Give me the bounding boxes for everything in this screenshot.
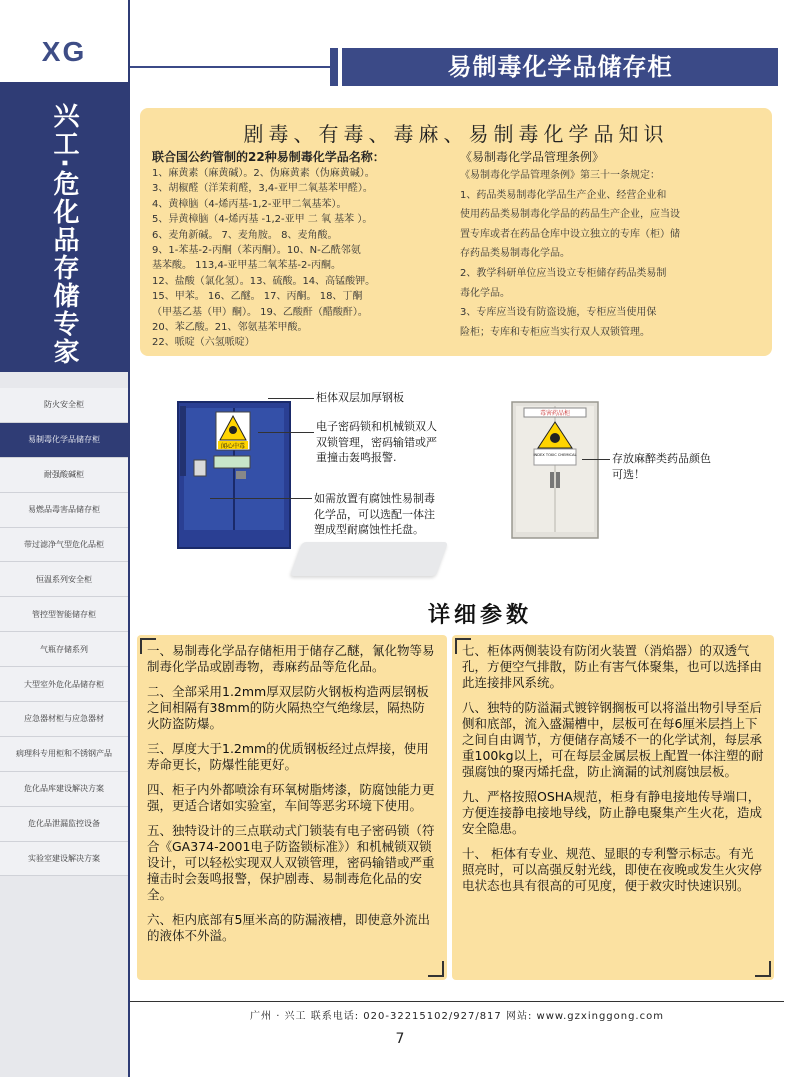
regulation-line: 2、教学科研单位应当设立专柜储存药品类易制 <box>460 267 667 279</box>
chemical-line: 12、盐酸（氯化氢）。13、硫酸。14、高锰酸钾。 <box>152 275 376 287</box>
title-bar-cap <box>330 48 338 86</box>
callout-steel-plate: 柜体双层加厚钢板 <box>316 391 404 404</box>
corrosion-tray-image <box>290 542 448 576</box>
corner-mark <box>428 961 444 977</box>
regulation-line: 毒化学品。 <box>460 287 510 299</box>
regulation-line: 险柜；专库和专柜应当实行双人双锁管理。 <box>460 326 650 338</box>
detail-paragraph: 四、柜子内外都喷涂有环氧树脂烤漆，防腐蚀能力更强，更适合诸如实验室，车间等恶劣环境下使用。 <box>147 782 435 813</box>
regulation-line: 置专库或者在药品仓库中设立独立的专库（柜）储 <box>460 228 680 240</box>
chemical-line: 22、哌啶（六氢哌啶） <box>152 337 255 349</box>
sidebar-item[interactable]: 气瓶存储系列 <box>0 632 128 667</box>
sidebar-item[interactable]: 应急器材柜与应急器材 <box>0 702 128 737</box>
chemical-line: 5、异黄樟脑（4-烯丙基 -1,2-亚甲 二 氧 基苯 ）。 <box>152 214 373 226</box>
sidebar-item[interactable]: 危化品库建设解决方案 <box>0 772 128 807</box>
regulation-line: 3、专库应当设有防盗设施，专柜应当使用保 <box>460 307 657 319</box>
svg-text:毒害药品柜: 毒害药品柜 <box>539 410 571 417</box>
footer-contact: 广州 · 兴工 联系电话: 020-32215102/927/817 网站: www.gzxinggong.com <box>250 1011 664 1022</box>
detail-paragraph: 九、严格按照OSHA规范，柜身有静电接地传导端口，方便连接静电接地导线，防止静电聚集产生火花，造成安全隐患。 <box>462 789 763 836</box>
chemical-line: 1、麻黄素（麻黄碱）。2、伪麻黄素（伪麻黄碱）。 <box>152 168 375 179</box>
detail-paragraph: 七、柜体两侧装设有防闭火装置（消焰器）的双透气孔，方便空气排散，防止有害气体聚集，也可以选择由此连接排风系统。 <box>462 643 763 690</box>
sidebar-item[interactable]: 防火安全柜 <box>0 388 128 423</box>
sidebar-item[interactable]: 实验室建设解决方案 <box>0 842 128 877</box>
controlled-chemicals-lines <box>152 166 452 351</box>
chemical-line: 基苯酸。 113,4-亚甲基二氧苯基-2-丙酮。 <box>152 260 341 272</box>
sidebar-item[interactable]: 管控型智能储存柜 <box>0 597 128 632</box>
detail-right-body <box>462 643 764 894</box>
sidebar-item[interactable]: 危化品泄漏监控设备 <box>0 807 128 842</box>
chemical-line: （甲基乙基（甲）酮）。 19、乙酸酐（醋酸酐）。 <box>152 306 368 318</box>
regulation-line: 存药品类易制毒化学品。 <box>460 248 570 260</box>
brand-logo: XG <box>41 36 87 67</box>
brand-tagline: 兴工·危化品存储专家 <box>49 102 79 366</box>
knowledge-title: 剧毒、有毒、毒麻、易制毒化学品知识 <box>243 122 669 146</box>
callout-leader-1 <box>268 398 314 399</box>
detail-column-left <box>137 635 447 980</box>
callout-color-option: 存放麻醉类药品颜色可选！ <box>612 452 711 481</box>
chemical-line: 4、黄樟脑（4-烯丙基-1,2-亚甲二氧基苯）。 <box>152 198 347 210</box>
corner-mark <box>455 638 471 654</box>
callout-leader-2 <box>258 432 314 433</box>
regulation-lines <box>460 166 762 342</box>
sidebar-nav <box>0 388 128 876</box>
chemical-line: 6、麦角新碱。 7、麦角胺。 8、麦角酸。 <box>152 229 338 241</box>
sidebar <box>0 0 128 1077</box>
page-title: 易制毒化学品储存柜 <box>447 53 673 81</box>
controlled-chemicals-heading: 联合国公约管制的22种易制毒化学品名称： <box>152 150 385 164</box>
sidebar-item[interactable]: 耐强酸碱柜 <box>0 458 128 493</box>
blue-cabinet-image <box>174 400 294 550</box>
callout-leader-4 <box>582 459 610 460</box>
corner-mark <box>755 961 771 977</box>
svg-text:闻心中毒: 闻心中毒 <box>220 443 246 450</box>
sidebar-item[interactable]: 大型室外危化品储存柜 <box>0 667 128 702</box>
chemical-line: 15、甲苯。 16、乙醚。 17、丙酮。 18、丁酮 <box>152 291 363 303</box>
white-cabinet-image <box>510 400 600 540</box>
detail-left-body <box>147 643 437 944</box>
regulation-text <box>460 148 762 342</box>
sidebar-item[interactable]: 病理科专用柜和不锈钢产品 <box>0 737 128 772</box>
sidebar-item[interactable]: 易制毒化学品储存柜 <box>0 423 128 458</box>
footer-rule <box>130 1001 784 1002</box>
page-number: 7 <box>395 1031 405 1047</box>
detail-paragraph: 三、厚度大于1.2mm的优质钢板经过点焊接，使用寿命更长，防爆性能更好。 <box>147 741 429 772</box>
title-rule <box>130 66 330 68</box>
sidebar-item[interactable]: 带过滤净气型危化品柜 <box>0 528 128 563</box>
detail-title: 详细参数 <box>427 603 532 628</box>
callout-leader-3 <box>210 498 312 499</box>
knowledge-panel <box>140 108 772 356</box>
logo-area <box>0 0 128 82</box>
sidebar-item[interactable]: 易燃品毒害品储存柜 <box>0 493 128 528</box>
chemical-line: 9、1-苯基-2-丙酮（苯丙酮）。10、N-乙酰邻氨 <box>152 245 361 257</box>
regulation-line: 《易制毒化学品管理条例》第三十一条规定： <box>460 170 660 181</box>
regulation-line: 使用药品类易制毒化学品的药品生产企业，应当设 <box>460 209 680 221</box>
detail-paragraph: 六、柜内底部有5厘米高的防漏液槽，即使意外流出的液体不外溢。 <box>147 912 430 943</box>
regulation-heading: 《易制毒化学品管理条例》 <box>460 150 605 164</box>
controlled-chemicals-list <box>152 148 452 351</box>
detail-paragraph: 十、 柜体有专业、规范、显眼的专利警示标志。有光照亮时，可以高强反射光线，即使在夜晚或发生火灾停电状态也具有很高的可见度，便于救灾时快速识别。 <box>462 846 763 893</box>
detail-paragraph: 八、独特的防溢漏式镀锌钢搁板可以将溢出物引导至后侧和底部，流入盛漏槽中，层板可在每6厘米层挡上下之间自由调节，方便储存高矮不一的化学试剂，每层承重100kg以上，可在每层金属层板上配置一体注塑的耐强腐蚀的聚丙烯托盘，防止滴漏的试剂腐蚀层板。 <box>462 700 764 779</box>
detail-column-right <box>452 635 774 980</box>
chemical-line: 20、苯乙酸。21、邻氨基苯甲酸。 <box>152 322 308 334</box>
detail-paragraph: 二、全部采用1.2mm厚双层防火钢板构造两层钢板之间相隔有38mm的防火隔热空气绝缘层，隔热防火防盗防爆。 <box>147 684 429 731</box>
chemical-line: 3、胡椒醛（洋茉莉醛，3,4-亚甲二氧基苯甲醛）。 <box>152 183 373 195</box>
svg-text:INDEX TOXIC CHEMICAL: INDEX TOXIC CHEMICAL <box>533 453 577 457</box>
sidebar-divider <box>128 0 130 1077</box>
regulation-line: 1、药品类易制毒化学品生产企业、经营企业和 <box>460 189 667 201</box>
corner-mark <box>140 638 156 654</box>
callout-lock: 电子密码锁和机械锁双人双锁管理，密码输错或严重撞击轰鸣报警. <box>316 420 437 464</box>
sidebar-item[interactable]: 恒温系列安全柜 <box>0 562 128 597</box>
detail-paragraph: 一、易制毒化学品存储柜用于储存乙醚，氰化物等易制毒化学品或剧毒物，毒麻药品等危化品。 <box>147 643 435 674</box>
callout-tray: 如需放置有腐蚀性易制毒化学品，可以选配一体注塑成型耐腐蚀性托盘。 <box>314 492 435 536</box>
detail-paragraph: 五、独特设计的三点联动式门锁装有电子密码锁（符合《GA374-2001电子防盗锁标准》）和机械锁双锁设计，可以轻松实现双人双锁管理，密码输错或严重撞击时会轰鸣报警，保护剧毒、易制毒危化品的安全。 <box>147 823 435 902</box>
